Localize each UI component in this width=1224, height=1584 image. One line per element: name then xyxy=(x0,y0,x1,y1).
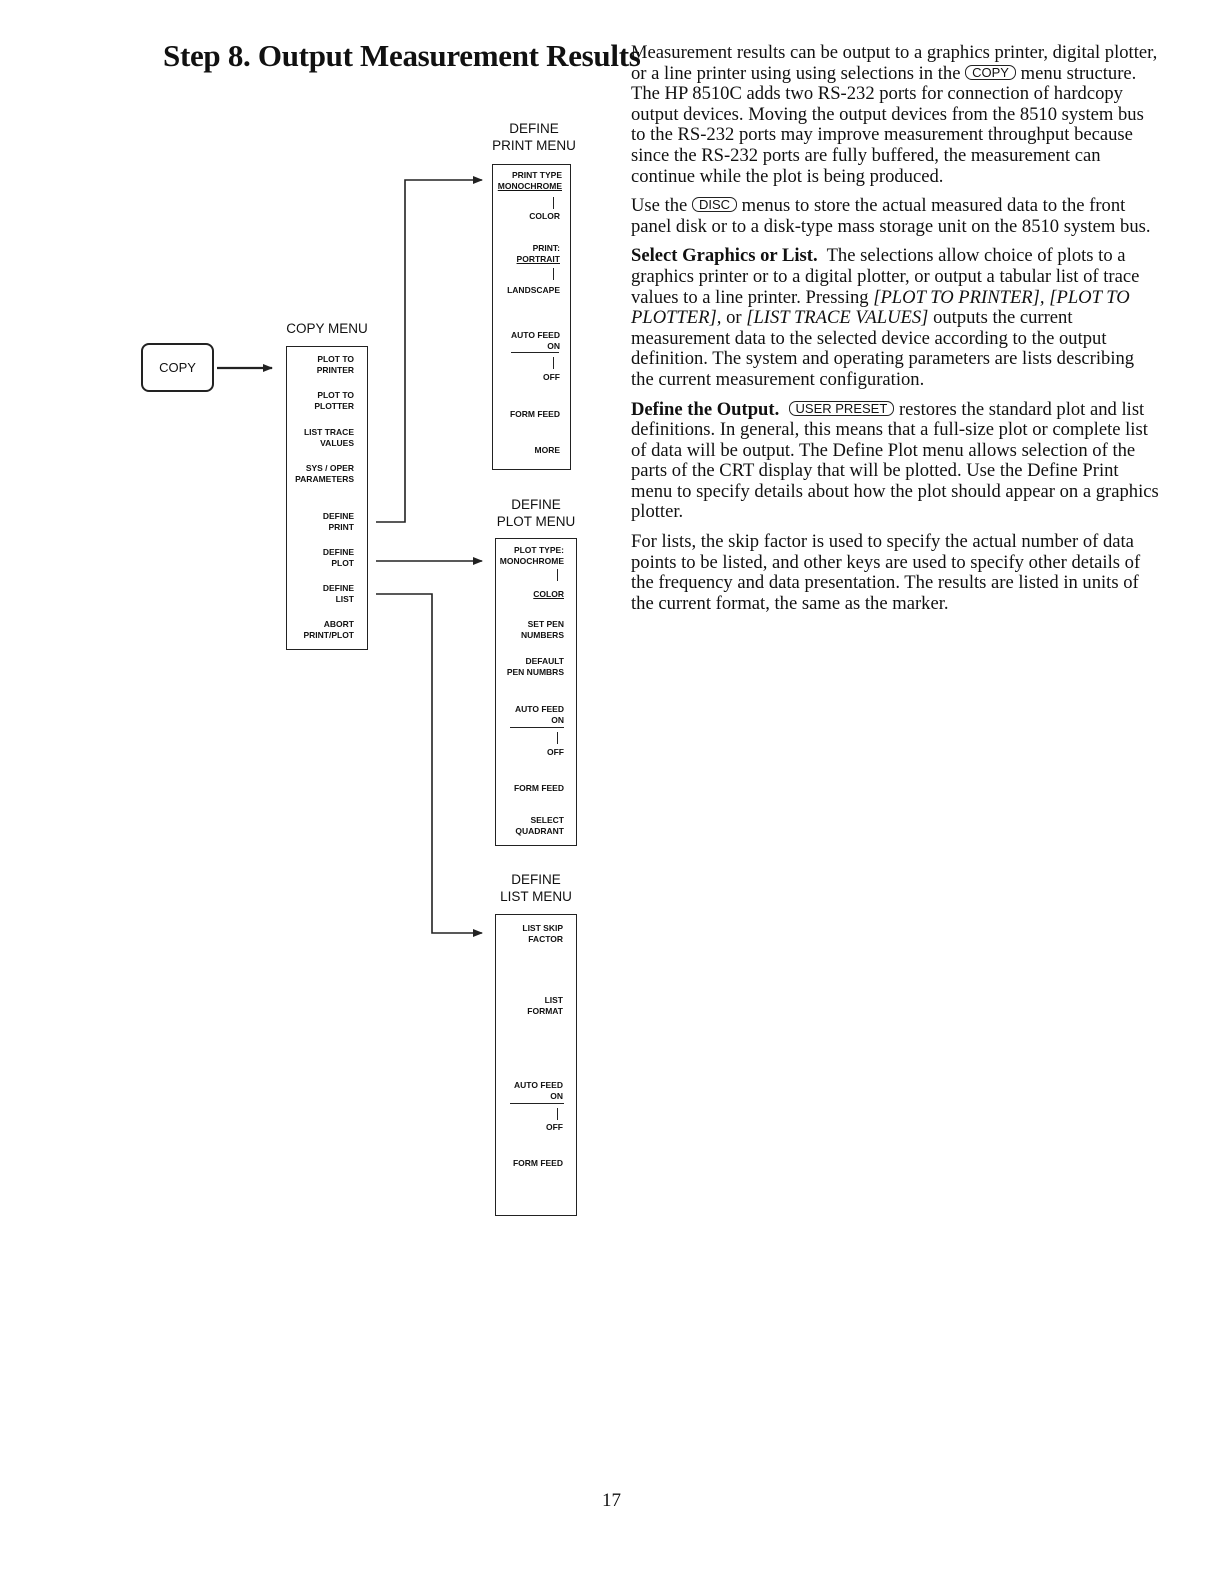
softkey-sys-oper-parameters[interactable]: SYS / OPER PARAMETERS xyxy=(295,463,354,484)
softkey-more[interactable]: MORE xyxy=(534,445,560,455)
list-menu-header: DEFINE LIST MENU xyxy=(500,872,572,904)
softkey-set-pen-numbers[interactable]: SET PEN NUMBERS xyxy=(521,619,564,640)
select-graphics-or: or xyxy=(726,307,742,329)
divider xyxy=(510,1103,564,1104)
define-output-text: restores the standard plot and list definitions. In general, this means that a full-size plot or complete list of data will be output. The Define Plot menu allows selection of the parts of the CRT display that will be plotted. Use the Define Print menu to specify details about how the plot should appear on a graphics plotter. xyxy=(631,398,1159,523)
softkey-ref-list-trace-values: [LIST TRACE VALUES] xyxy=(746,307,929,329)
page-title: Step 8. Output Measurement Results xyxy=(163,38,641,73)
option-color: COLOR xyxy=(533,589,564,599)
print-menu-header: DEFINE PRINT MENU xyxy=(492,121,576,153)
toggle-bar xyxy=(553,197,554,209)
define-print-menu xyxy=(492,164,571,470)
disc-text-a: Use the xyxy=(631,195,688,217)
softkey-define-plot[interactable]: DEFINE PLOT xyxy=(322,547,354,568)
intro-text-b: menu structure. The HP 8510C adds two RS-232 ports for connection of hardcopy output devices. Moving the output devices from the 8510 system bus to the RS-232 ports may improve measurement throughput because since the RS-232 ports are fully buffered, the measurement can continue while the plot is being produced. xyxy=(631,62,1144,187)
toggle-bar xyxy=(557,569,558,581)
softkey-select-quadrant[interactable]: SELECT QUADRANT xyxy=(515,815,564,836)
softkey-plot-type[interactable]: PLOT TYPE: MONOCHROME xyxy=(499,545,564,566)
softkey-list-skip-factor[interactable]: LIST SKIP FACTOR xyxy=(522,923,563,944)
softkey-default-pen-numbers[interactable]: DEFAULT PEN NUMBRS xyxy=(506,656,564,677)
softkey-ref-plot-to-printer: [PLOT TO PRINTER], xyxy=(873,286,1045,308)
arrow-define-list xyxy=(376,594,482,933)
disc-text-b: menus to store the actual measured data to the front panel disk or to a disk-type mass storage unit on the 8510 system bus. xyxy=(631,195,1151,237)
softkey-print-type[interactable]: PRINT TYPE MONOCHROME xyxy=(497,170,562,191)
softkey-define-list[interactable]: DEFINE LIST xyxy=(322,583,354,604)
toggle-bar xyxy=(553,357,554,369)
copy-hardkey[interactable]: COPY xyxy=(141,343,214,392)
toggle-bar xyxy=(557,732,558,744)
softkey-ref-plot-to-plotter: [PLOT TO PLOTTER], xyxy=(631,286,1130,329)
softkey-define-print[interactable]: DEFINE PRINT xyxy=(322,511,354,532)
toggle-bar xyxy=(557,1108,558,1120)
softkey-abort-print-plot[interactable]: ABORT PRINT/PLOT xyxy=(303,619,354,640)
divider xyxy=(511,352,559,353)
option-off: OFF xyxy=(547,747,564,757)
intro-text-a: Measurement results can be output to a graphics printer, digital plotter, or a line printer using using selections in the xyxy=(631,42,1158,84)
softkey-print-orientation[interactable]: PRINT: PORTRAIT xyxy=(516,243,560,264)
plot-menu-header: DEFINE PLOT MENU xyxy=(496,497,576,529)
softkey-auto-feed[interactable]: AUTO FEED ON xyxy=(511,330,560,351)
softkey-plot-to-plotter[interactable]: PLOT TO PLOTTER xyxy=(314,390,354,411)
copy-menu xyxy=(286,346,368,650)
copy-key-inline: COPY xyxy=(965,65,1016,80)
softkey-form-feed[interactable]: FORM FEED xyxy=(513,783,564,793)
select-graphics-text-a: The selections allow choice of plots to a graphics printer or to a digital plotter, or output a tabular list of trace values to a line printer. Pressing xyxy=(631,245,1140,308)
option-off: OFF xyxy=(543,372,560,382)
copy-menu-header: COPY MENU xyxy=(286,321,368,336)
option-landscape: LANDSCAPE xyxy=(507,285,560,295)
softkey-form-feed[interactable]: FORM FEED xyxy=(509,409,560,419)
toggle-bar xyxy=(553,268,554,280)
select-graphics-heading: Select Graphics or List. xyxy=(631,245,818,267)
softkey-form-feed[interactable]: FORM FEED xyxy=(512,1158,563,1168)
paragraph-lists: For lists, the skip factor is used to specify the actual number of data points to be listed, and other keys are used to specify other details of the frequency and data presentation. The results are listed in units of the current format, the same as the marker. xyxy=(631,531,1141,614)
arrow-define-print xyxy=(376,180,482,522)
softkey-list-trace-values[interactable]: LIST TRACE VALUES xyxy=(303,427,354,448)
define-plot-menu xyxy=(495,538,577,846)
option-off: OFF xyxy=(546,1122,563,1132)
user-preset-key-inline: USER PRESET xyxy=(789,401,895,416)
option-color: COLOR xyxy=(529,211,560,221)
page-number: 17 xyxy=(602,1490,621,1511)
define-output-heading: Define the Output. xyxy=(631,398,780,420)
softkey-plot-to-printer[interactable]: PLOT TO PRINTER xyxy=(316,354,354,375)
select-graphics-text-b: outputs the current measurement data to the selected device according to the output definition. The system and operating parameters are lists describing the current measurement configuration. xyxy=(631,307,1135,390)
define-list-menu xyxy=(495,914,577,1216)
softkey-list-format[interactable]: LIST FORMAT xyxy=(527,995,563,1016)
softkey-auto-feed[interactable]: AUTO FEED ON xyxy=(514,1080,563,1101)
disc-key-inline: DISC xyxy=(692,197,737,212)
softkey-auto-feed[interactable]: AUTO FEED ON xyxy=(515,704,564,725)
divider xyxy=(510,727,564,728)
